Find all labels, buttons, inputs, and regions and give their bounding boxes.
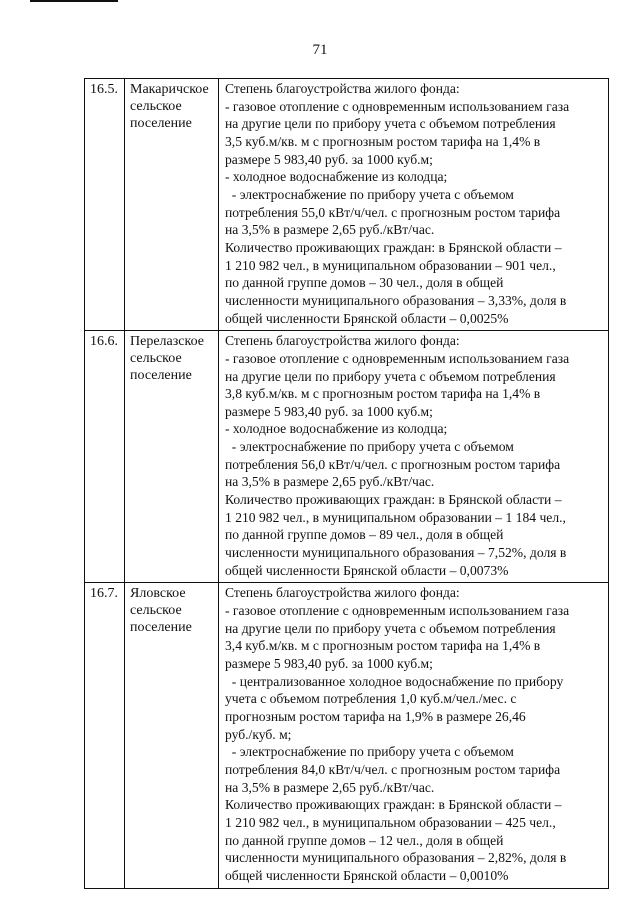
settlements-table	[84, 78, 609, 889]
settlement-name	[125, 331, 218, 384]
description-line: - газовое отопление с одновременным использованием газа	[225, 350, 570, 366]
description-line: - централизованное холодное водоснабжение по прибору	[225, 673, 564, 689]
description-line: 1 210 982 чел., в муниципальном образовании – 425 чел.,	[225, 814, 556, 830]
description-line: Количество проживающих граждан: в Брянской области –	[225, 239, 562, 255]
description-line: 3,5 куб.м/кв. м с прогнозным ростом тарифа на 1,4% в	[225, 133, 541, 149]
row-number-cell	[85, 79, 125, 331]
description-line: - холодное водоснабжение из колодца;	[225, 421, 448, 437]
description-line: 1 210 982 чел., в муниципальном образовании – 901 чел.,	[225, 257, 556, 273]
table-row	[85, 583, 609, 888]
description-line: прогнозным ростом тарифа на 1,9% в размере 26,46	[225, 708, 526, 724]
description-line: - холодное водоснабжение из колодца;	[225, 169, 448, 185]
description-line: по данной группе домов – 12 чел., доля в общей	[225, 832, 504, 848]
description-line: 3,8 куб.м/кв. м с прогнозным ростом тарифа на 1,4% в	[225, 386, 541, 402]
description-line: потребления 56,0 кВт/ч/чел. с прогнозным ростом тарифа	[225, 456, 561, 472]
row-number: 16.7.	[90, 586, 118, 602]
description-line: численности муниципального образования – 2,82%, доля в	[225, 850, 567, 866]
description-line: размере 5 983,40 руб. за 1000 куб.м;	[225, 403, 433, 419]
description-line: - газовое отопление с одновременным использованием газа	[225, 98, 570, 114]
settlement-name-line: Перелазское	[130, 334, 204, 350]
description-line: общей численности Брянской области – 0,0025%	[225, 310, 509, 326]
description-line: руб./куб. м;	[225, 726, 292, 742]
settlement-name-line: сельское	[130, 99, 182, 114]
description-line: - электроснабжение по прибору учета с объемом	[225, 744, 514, 760]
description-line: численности муниципального образования – 3,33%, доля в	[225, 292, 567, 308]
settlement-name	[125, 79, 218, 132]
description-cell	[219, 79, 609, 331]
settlement-name-line: Яловское	[130, 586, 186, 602]
description-line: - газовое отопление с одновременным использованием газа	[225, 603, 570, 619]
description-line: на другие цели по прибору учета с объемом потребления	[225, 116, 556, 132]
description-line: - электроснабжение по прибору учета с объемом	[225, 186, 514, 202]
description-line: по данной группе домов – 30 чел., доля в общей	[225, 275, 504, 291]
settlement-name-line: сельское	[130, 603, 182, 619]
description-line: на 3,5% в размере 2,65 руб./кВт/час.	[225, 474, 435, 490]
description-line: численности муниципального образования – 7,52%, доля в	[225, 545, 567, 561]
table-body	[85, 79, 609, 889]
description-line: Степень благоустройства жилого фонда:	[225, 585, 460, 601]
row-number: 16.6.	[90, 334, 118, 350]
description-line: общей численности Брянской области – 0,0010%	[225, 867, 509, 883]
settlement-name-line: поселение	[130, 116, 192, 131]
description-line: Количество проживающих граждан: в Брянской области –	[225, 492, 562, 508]
description-line: потребления 55,0 кВт/ч/чел. с прогнозным ростом тарифа	[225, 204, 561, 220]
description-line: на 3,5% в размере 2,65 руб./кВт/час.	[225, 222, 435, 238]
description-line: размере 5 983,40 руб. за 1000 куб.м;	[225, 656, 433, 671]
settlement-name-line: сельское	[130, 351, 182, 367]
table-row	[85, 331, 609, 583]
description-line: Количество проживающих граждан: в Брянской области –	[225, 797, 562, 813]
description-line: - электроснабжение по прибору учета с объемом	[225, 439, 514, 455]
description-line: 3,4 куб.м/кв. м с прогнозным ростом тарифа на 1,4% в	[225, 638, 541, 654]
description-line: учета с объемом потребления 1,0 куб.м/чел./мес. с	[225, 691, 517, 707]
page-number: 71	[312, 42, 328, 58]
description-line: потребления 84,0 кВт/ч/чел. с прогнозным ростом тарифа	[225, 761, 561, 777]
description-line: размере 5 983,40 руб. за 1000 куб.м;	[225, 151, 433, 167]
row-number-cell	[85, 331, 125, 583]
settlement-name-cell	[125, 583, 219, 888]
description-line: Степень благоустройства жилого фонда:	[225, 333, 460, 349]
row-number-cell	[85, 583, 125, 888]
description-line: на другие цели по прибору учета с объемом потребления	[225, 368, 556, 384]
top-rule	[30, 0, 118, 2]
settlement-name-cell	[125, 331, 219, 583]
row-number: 16.5.	[90, 82, 118, 97]
description-line: Степень благоустройства жилого фонда:	[225, 81, 460, 96]
settlement-name-line: Макаричское	[130, 82, 209, 97]
settlement-name	[125, 583, 218, 636]
description-line: 1 210 982 чел., в муниципальном образовании – 1 184 чел.,	[225, 509, 566, 525]
description	[219, 331, 608, 582]
description-line: на 3,5% в размере 2,65 руб./кВт/час.	[225, 779, 435, 795]
description	[219, 583, 608, 887]
settlement-name-line: поселение	[130, 620, 192, 636]
description-line: общей численности Брянской области – 0,0073%	[225, 562, 509, 578]
settlement-name-cell	[125, 79, 219, 331]
table-row	[85, 79, 609, 331]
description-line: на другие цели по прибору учета с объемом потребления	[225, 620, 556, 636]
description-cell	[219, 331, 609, 583]
settlement-name-line: поселение	[130, 368, 192, 384]
description	[219, 79, 608, 330]
description-line: по данной группе домов – 89 чел., доля в общей	[225, 527, 504, 543]
description-cell	[219, 583, 609, 888]
